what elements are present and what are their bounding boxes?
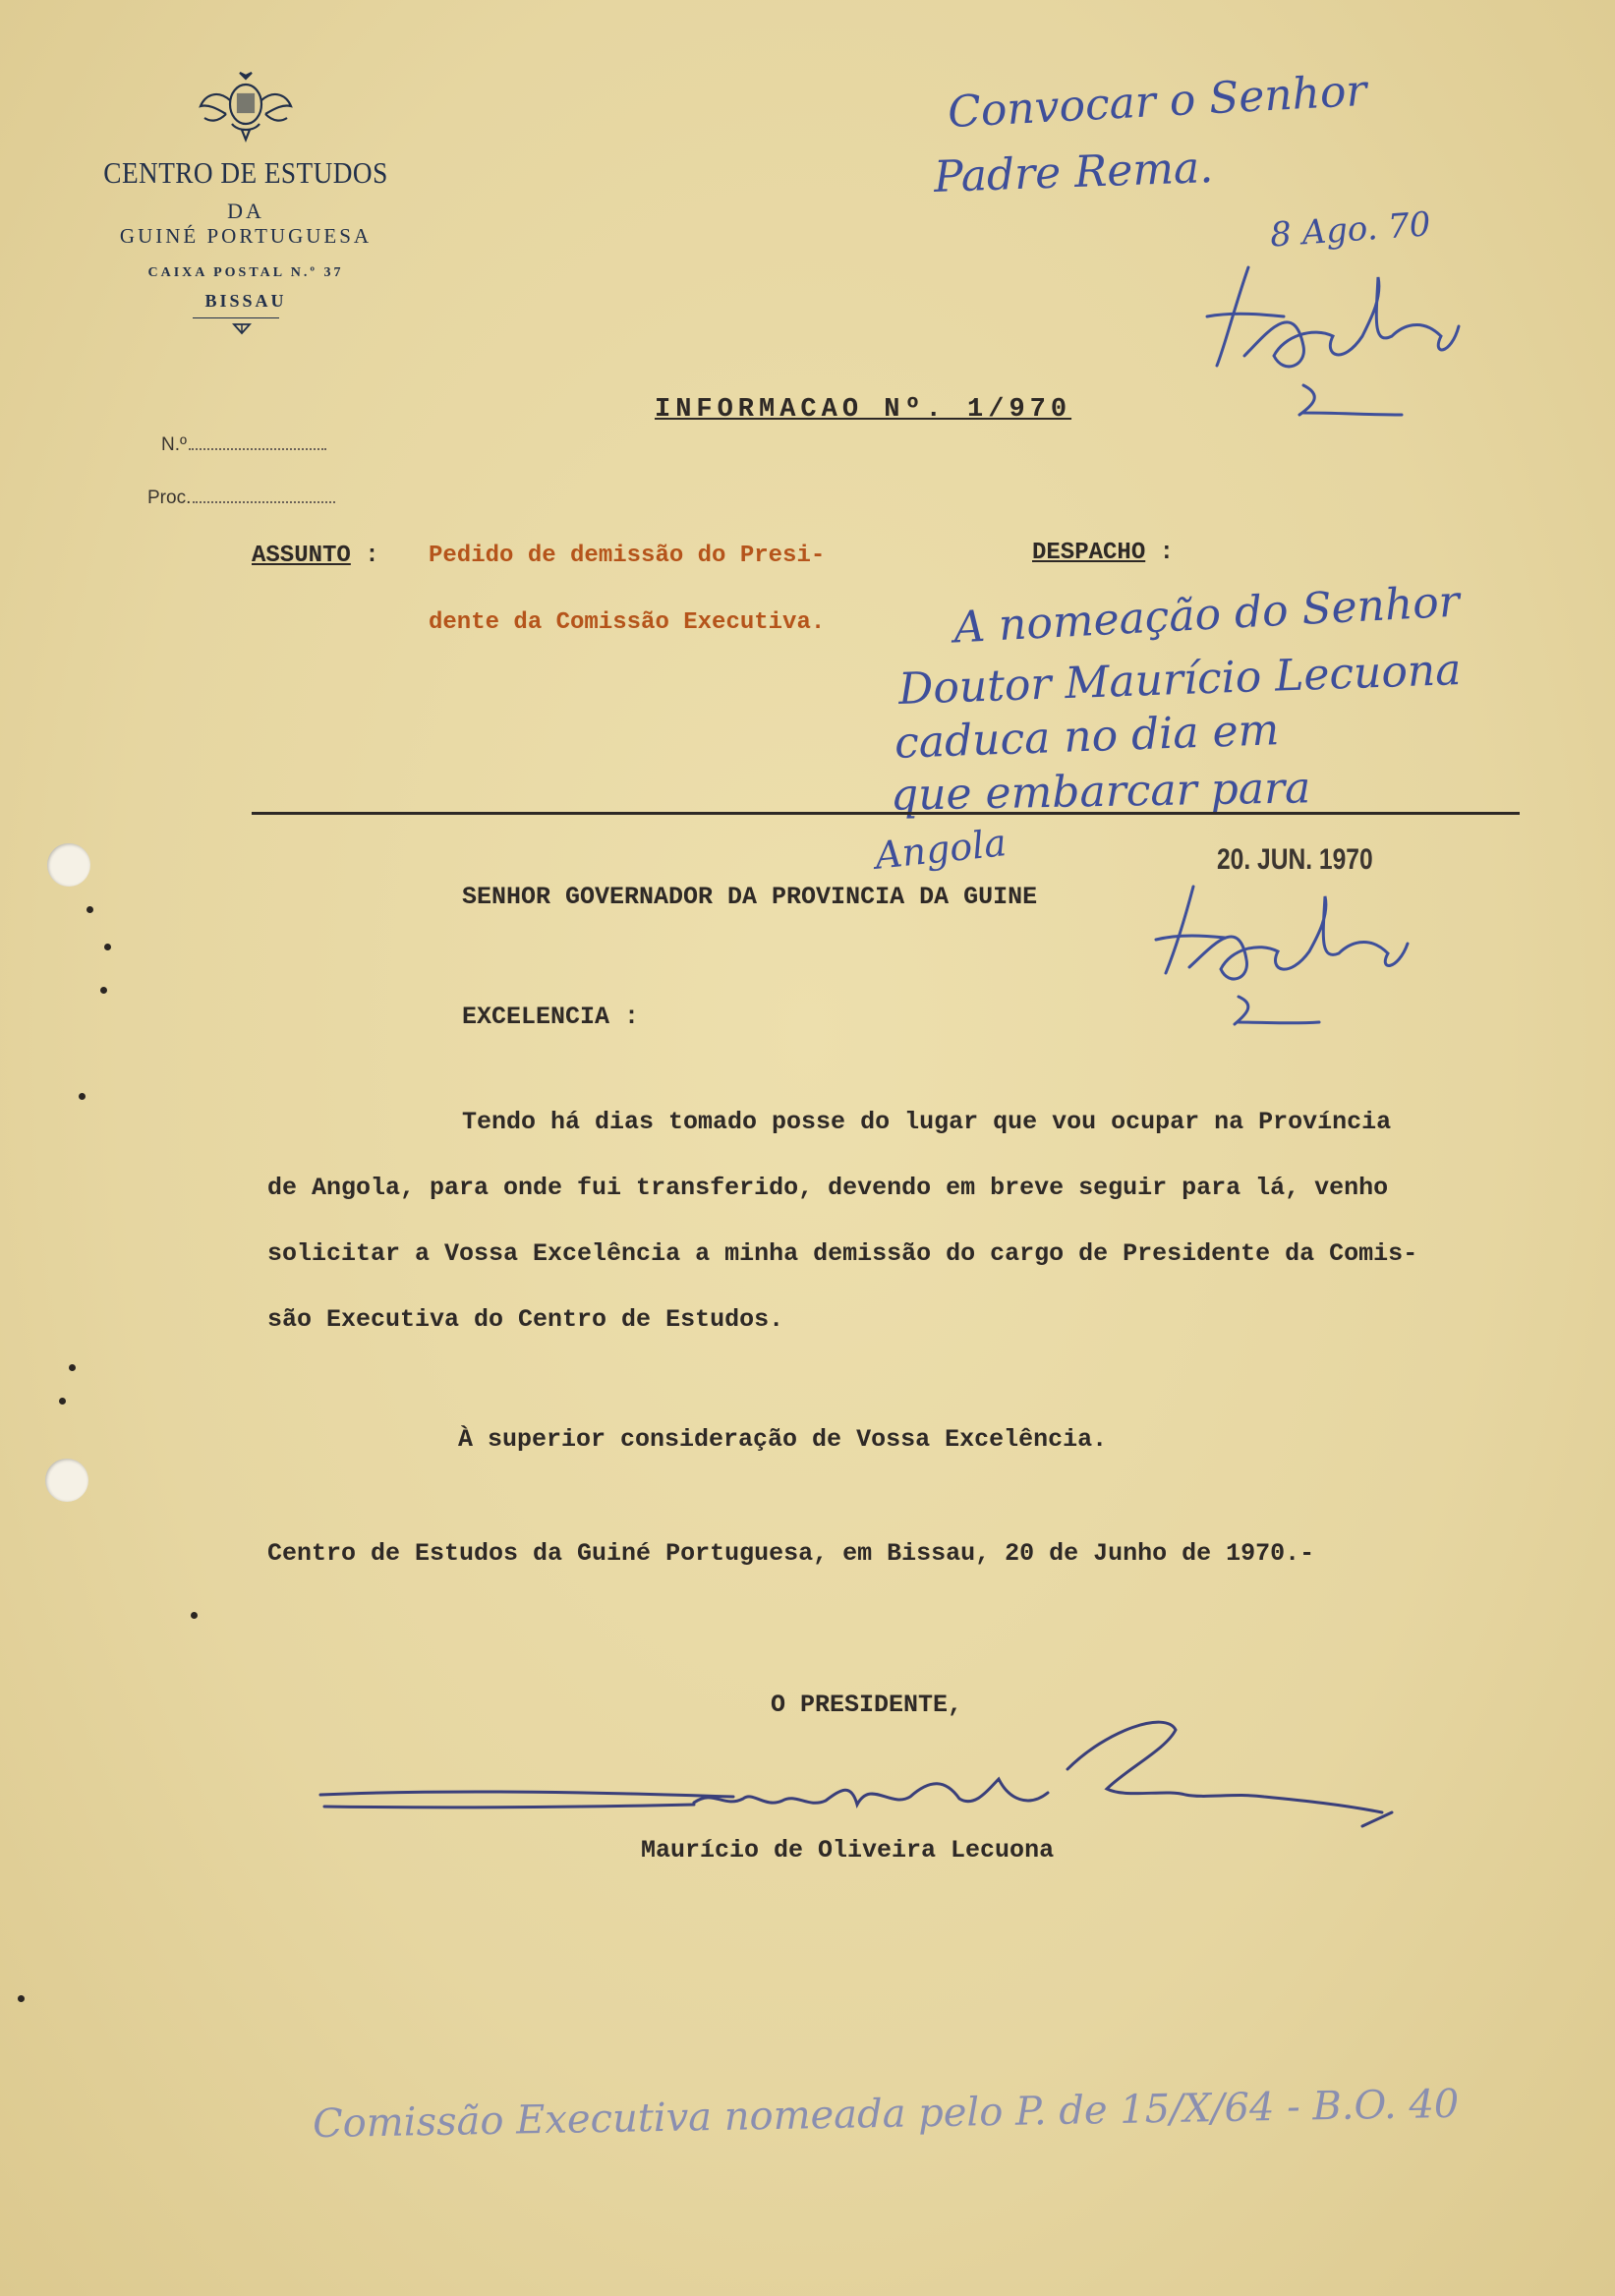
proc-label: Proc.	[147, 488, 192, 508]
numero-blank	[189, 434, 326, 450]
assunto-text-line2: dente da Comissão Executiva.	[429, 609, 826, 636]
paper-speck	[100, 987, 107, 994]
document-title: INFORMACAO Nº. 1/970	[655, 395, 1072, 425]
handwritten-despacho-line2: Doutor Maurício Lecuona	[897, 645, 1463, 715]
section-divider	[252, 812, 1520, 815]
handwritten-despacho-line4: que embarcar para	[890, 763, 1311, 821]
handwritten-signature-top	[1205, 258, 1461, 434]
assunto-text	[429, 523, 940, 657]
letterhead-caixa-postal: CAIXA POSTAL N.º 37	[147, 265, 344, 280]
coat-of-arms-icon	[197, 71, 295, 142]
assunto-label: ASSUNTO	[252, 543, 351, 569]
handwritten-footer-note: Comissão Executiva nomeada pelo P. de 15/X/64 - B.O. 40	[312, 2081, 1460, 2148]
paper-speck	[104, 944, 111, 950]
paper-speck	[18, 1995, 25, 2002]
assunto-text-line1: Pedido de demissão do Presi-	[429, 543, 826, 569]
assunto-colon: :	[365, 543, 379, 569]
despacho-label: DESPACHO	[1032, 540, 1146, 566]
addressee: SENHOR GOVERNADOR DA PROVINCIA DA GUINE	[462, 883, 1038, 911]
closing-line: Centro de Estudos da Guiné Portuguesa, em Bissau, 20 de Junho de 1970.-	[267, 1539, 1315, 1568]
signer-name: Maurício de Oliveira Lecuona	[641, 1836, 1055, 1865]
handwritten-top-note-line1: Convocar o Senhor	[946, 65, 1368, 139]
handwritten-despacho-line1: A nomeação do Senhor	[952, 576, 1461, 654]
letterhead-subtitle: GUINÉ PORTUGUESA	[119, 224, 373, 248]
handwritten-signature-despacho	[1156, 885, 1412, 1032]
assunto-heading	[252, 543, 379, 569]
letterhead-da: DA	[227, 199, 264, 223]
paper-speck	[79, 1093, 86, 1100]
letterhead-city: BISSAU	[204, 291, 287, 311]
numero-field	[161, 434, 326, 456]
handwritten-despacho-line3: caduca no dia em	[894, 705, 1281, 769]
letterhead-divider	[193, 317, 279, 318]
letterhead-title: CENTRO DE ESTUDOS	[103, 155, 388, 190]
despacho-colon: :	[1159, 540, 1175, 566]
paper-speck	[87, 906, 93, 913]
body-line-4: são Executiva do Centro de Estudos.	[267, 1305, 784, 1334]
salutation: EXCELENCIA :	[462, 1003, 640, 1031]
letterhead-ornament-icon	[232, 321, 252, 335]
paper-speck	[59, 1398, 66, 1405]
body-line-2: de Angola, para onde fui transferido, devendo em breve seguir para lá, venho	[267, 1174, 1389, 1202]
despacho-heading	[1032, 540, 1174, 566]
consideration-line: À superior consideração de Vossa Excelência.	[458, 1425, 1108, 1454]
paper-speck	[191, 1612, 198, 1619]
numero-label: N.º	[161, 434, 187, 455]
date-stamp: 20. JUN. 1970	[1217, 843, 1373, 876]
proc-blank	[193, 488, 335, 503]
handwritten-despacho-line5: Angola	[873, 821, 1009, 878]
letter-body	[267, 1089, 1545, 1352]
paper-speck	[69, 1364, 76, 1371]
signer-title: O PRESIDENTE,	[771, 1691, 963, 1719]
body-line-3: solicitar a Vossa Excelência a minha demissão do cargo de Presidente da Comis-	[267, 1239, 1418, 1268]
punch-hole-bottom	[45, 1459, 88, 1502]
handwritten-top-note-line2: Padre Rema.	[933, 143, 1215, 202]
punch-hole-top	[47, 843, 90, 887]
handwritten-top-date: 8 Ago. 70	[1268, 204, 1432, 256]
body-line-1: Tendo há dias tomado posse do lugar que vou ocupar na Província	[462, 1108, 1392, 1136]
proc-field	[147, 488, 335, 509]
